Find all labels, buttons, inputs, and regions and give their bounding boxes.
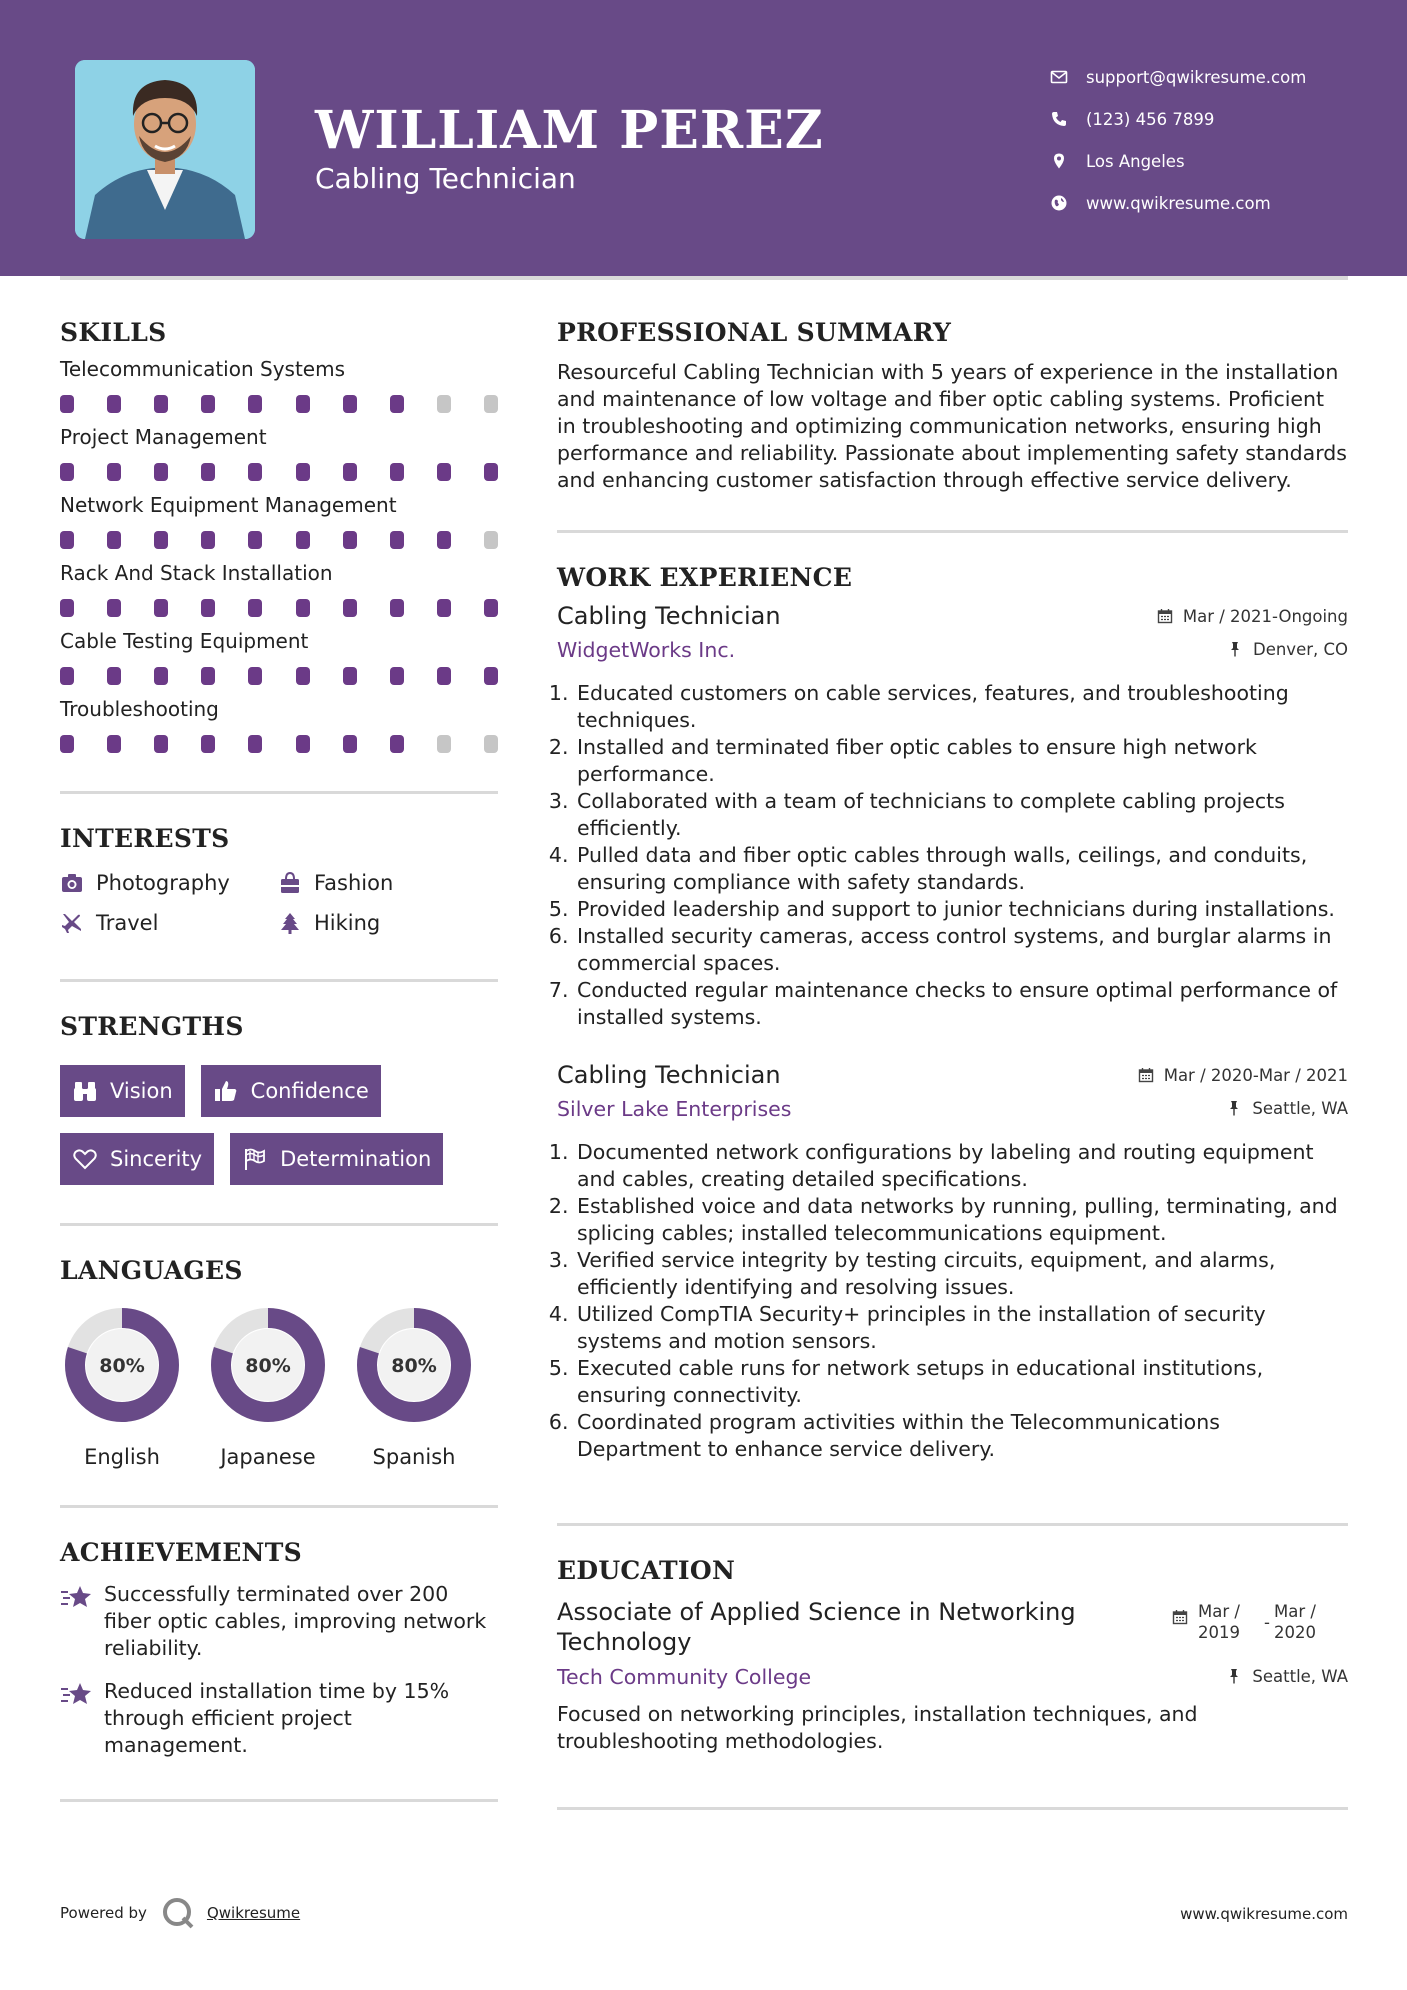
company-name: WidgetWorks Inc. — [557, 638, 736, 662]
summary-text: Resourceful Cabling Technician with 5 years of experience in the installation and maintenance of low voltage and fiber optic cabling systems. Proficient in troubleshooting and optimizing communication networks, ensuring high performance and reliability. Passionate about implementing safety standards and enhancing customer satisfaction through effective service delivery. — [557, 360, 1347, 492]
job-dates-text: Mar / 2021-Ongoing — [1182, 606, 1348, 626]
rating-dot-filled — [343, 395, 357, 413]
right-column — [557, 318, 1348, 1810]
languages-section — [60, 1256, 498, 1469]
rating-dot-filled — [248, 395, 262, 413]
skill-rating — [60, 531, 498, 549]
map-pin-icon — [1050, 152, 1068, 170]
rating-dot-filled — [60, 667, 74, 685]
job-dates — [1138, 1066, 1348, 1085]
job-dates — [1157, 607, 1348, 626]
footer-powered-by — [60, 1896, 300, 1930]
resume-header — [0, 0, 1407, 276]
company-name: Silver Lake Enterprises — [557, 1097, 792, 1121]
contact-location-text: Los Angeles — [1086, 151, 1185, 171]
job-location-text: Seattle, WA — [1252, 1098, 1348, 1118]
skill-name: Network Equipment Management — [60, 493, 397, 517]
rating-dot-empty — [484, 735, 498, 753]
education-heading: EDUCATION — [557, 1556, 736, 1585]
language-name: English — [84, 1445, 160, 1469]
rating-dot-filled — [296, 531, 310, 549]
responsibility-item: 1. Educated customers on cable services, features, and troubleshooting techniques. — [575, 680, 1348, 734]
skill-rating — [60, 599, 498, 617]
rating-dot-filled — [154, 463, 168, 481]
rating-dot-filled — [60, 463, 74, 481]
school-name: Tech Community College — [557, 1665, 812, 1689]
strength-badge — [201, 1065, 381, 1117]
rating-dot-filled — [343, 531, 357, 549]
skill-item — [60, 561, 498, 617]
skill-name: Troubleshooting — [60, 697, 219, 721]
strengths-heading: STRENGTHS — [60, 1012, 244, 1041]
job-entry — [557, 1061, 1348, 1463]
job-responsibilities — [557, 1139, 1348, 1463]
language-name: Spanish — [372, 1445, 456, 1469]
globe-icon — [1050, 194, 1068, 212]
skills-heading: SKILLS — [60, 318, 167, 347]
language-name: Japanese — [220, 1445, 316, 1469]
interest-label: Travel — [96, 911, 159, 935]
responsibility-item: 1. Documented network configurations by labeling and routing equipment and cables, creating detailed specifications. — [575, 1139, 1348, 1193]
rating-dot-filled — [390, 667, 404, 685]
job-dates-text: Mar / 2020-Mar / 2021 — [1163, 1065, 1348, 1085]
contact-email[interactable] — [1050, 56, 1380, 98]
education-location — [1226, 1667, 1348, 1686]
rating-dot-filled — [154, 531, 168, 549]
rating-dot-filled — [107, 599, 121, 617]
rating-dot-filled — [107, 463, 121, 481]
left-column — [60, 318, 498, 1802]
rating-dot-filled — [390, 395, 404, 413]
interest-label: Fashion — [314, 871, 394, 895]
rating-dot-filled — [296, 463, 310, 481]
candidate-name: WILLIAM PEREZ — [315, 100, 824, 161]
calendar-icon — [1172, 1609, 1188, 1625]
rating-dot-filled — [154, 599, 168, 617]
achievement-item — [60, 1581, 498, 1662]
education-section — [557, 1556, 1348, 1755]
interest-item — [60, 871, 278, 895]
responsibility-item: 2. Installed and terminated fiber optic cables to ensure high network performance. — [575, 734, 1348, 788]
skill-item — [60, 697, 498, 753]
responsibility-item: 3. Collaborated with a team of technicians to complete cabling projects efficiently. — [575, 788, 1348, 842]
skill-name: Project Management — [60, 425, 267, 449]
job-subheader — [557, 638, 1348, 662]
rating-dot-filled — [484, 667, 498, 685]
strength-label: Determination — [280, 1147, 432, 1171]
job-subheader — [557, 1097, 1348, 1121]
contact-phone-text: (123) 456 7899 — [1086, 109, 1215, 129]
rating-dot-filled — [343, 667, 357, 685]
rating-dot-filled — [201, 395, 215, 413]
flag-icon — [242, 1146, 268, 1172]
section-divider — [60, 1505, 498, 1508]
interests-heading: INTERESTS — [60, 824, 230, 853]
education-start-date: Mar / 2019 — [1198, 1602, 1241, 1642]
rating-dot-filled — [107, 667, 121, 685]
language-percent: 80% — [391, 1355, 437, 1377]
plane-icon — [60, 911, 84, 935]
education-description: Focused on networking principles, installation techniques, and troubleshooting methodologies. — [557, 1702, 1198, 1753]
language-percent: 80% — [245, 1355, 291, 1377]
skill-rating — [60, 463, 498, 481]
section-divider — [60, 979, 498, 982]
job-location — [1227, 640, 1348, 659]
job-entry — [557, 602, 1348, 1031]
rating-dot-filled — [201, 667, 215, 685]
rating-dot-filled — [390, 735, 404, 753]
rating-dot-filled — [60, 599, 74, 617]
achievement-text: Reduced installation time by 15% through efficient project management. — [104, 1679, 450, 1757]
shopping-bag-icon — [278, 871, 302, 895]
envelope-icon — [1050, 68, 1068, 86]
education-location-text: Seattle, WA — [1252, 1666, 1348, 1686]
education-end-date: Mar / 2020 — [1274, 1602, 1316, 1642]
rating-dot-empty — [484, 395, 498, 413]
education-date-separator: - — [1264, 1613, 1270, 1632]
rating-dot-filled — [201, 599, 215, 617]
achievements-heading: ACHIEVEMENTS — [60, 1538, 302, 1567]
responsibility-item: 4. Pulled data and fiber optic cables through walls, ceilings, and conduits, ensuring compliance with safety standards. — [575, 842, 1348, 896]
contact-website[interactable] — [1050, 182, 1380, 224]
language-percent: 80% — [99, 1355, 145, 1377]
contact-website-text: www.qwikresume.com — [1086, 193, 1271, 213]
camera-icon — [60, 871, 84, 895]
candidate-title: Cabling Technician — [315, 162, 576, 195]
education-subheader — [557, 1665, 1348, 1689]
rating-dot-filled — [484, 599, 498, 617]
responsibility-item: 3. Verified service integrity by testing circuits, equipment, and alarms, efficiently identifying and resolving issues. — [575, 1247, 1348, 1301]
language-item — [60, 1303, 184, 1469]
rating-dot-filled — [107, 395, 121, 413]
interest-item — [278, 871, 498, 895]
responsibility-item: 4. Utilized CompTIA Security+ principles in the installation of security systems and motion sensors. — [575, 1301, 1348, 1355]
rating-dot-filled — [437, 463, 451, 481]
calendar-icon — [1157, 608, 1173, 624]
pushpin-icon — [1227, 641, 1243, 657]
education-header — [557, 1597, 1348, 1657]
interests-list — [60, 871, 498, 935]
section-divider — [60, 1223, 498, 1226]
rating-dot-filled — [60, 395, 74, 413]
qwikresume-logo-icon — [161, 1896, 195, 1930]
rating-dot-filled — [296, 395, 310, 413]
rating-dot-filled — [437, 667, 451, 685]
contact-email-text: support@qwikresume.com — [1086, 67, 1307, 87]
responsibility-item: 2. Established voice and data networks by running, pulling, terminating, and splicing cables; installed telecommunications equipment. — [575, 1193, 1348, 1247]
rating-dot-filled — [201, 463, 215, 481]
brand-link[interactable]: Qwikresume — [206, 1904, 301, 1922]
calendar-icon — [1138, 1067, 1154, 1083]
job-location-text: Denver, CO — [1252, 639, 1348, 659]
skill-rating — [60, 667, 498, 685]
rating-dot-filled — [437, 599, 451, 617]
skill-item — [60, 493, 498, 549]
rating-dot-filled — [107, 531, 121, 549]
responsibility-item: 7. Conducted regular maintenance checks to ensure optimal performance of installed systems. — [575, 977, 1348, 1031]
section-divider — [557, 1807, 1348, 1810]
responsibility-item: 5. Executed cable runs for network setups in educational institutions, ensuring connectivity. — [575, 1355, 1348, 1409]
contact-location — [1050, 140, 1380, 182]
skill-name: Rack And Stack Installation — [60, 561, 333, 585]
skill-item — [60, 425, 498, 481]
rating-dot-filled — [201, 531, 215, 549]
rating-dot-filled — [248, 531, 262, 549]
rating-dot-empty — [484, 531, 498, 549]
job-header — [557, 602, 1348, 630]
rating-dot-filled — [437, 531, 451, 549]
rating-dot-filled — [343, 463, 357, 481]
skill-rating — [60, 395, 498, 413]
contact-phone[interactable] — [1050, 98, 1380, 140]
language-item — [206, 1303, 330, 1469]
skill-rating — [60, 735, 498, 753]
job-title: Cabling Technician — [557, 1061, 781, 1089]
rating-dot-filled — [390, 531, 404, 549]
skills-list — [60, 357, 498, 753]
pushpin-icon — [1226, 1100, 1242, 1116]
rating-dot-filled — [296, 667, 310, 685]
rating-dot-filled — [484, 463, 498, 481]
strength-label: Vision — [110, 1079, 173, 1103]
contact-list — [1050, 56, 1380, 224]
footer-website[interactable]: www.qwikresume.com — [1180, 1905, 1348, 1923]
tree-icon — [278, 911, 302, 935]
strengths-list — [60, 1065, 498, 1185]
skill-name: Telecommunication Systems — [60, 357, 346, 381]
languages-heading: LANGUAGES — [60, 1256, 243, 1285]
rating-dot-filled — [107, 735, 121, 753]
star-award-icon — [60, 1680, 94, 1710]
rating-dot-filled — [248, 463, 262, 481]
interest-item — [60, 911, 278, 935]
binoculars-icon — [72, 1078, 98, 1104]
job-location — [1226, 1099, 1348, 1118]
section-divider — [60, 1799, 498, 1802]
pushpin-icon — [1226, 1668, 1242, 1684]
rating-dot-empty — [437, 395, 451, 413]
strength-badge — [60, 1065, 185, 1117]
summary-section — [557, 318, 1348, 494]
strength-label: Sincerity — [110, 1147, 203, 1171]
summary-heading: PROFESSIONAL SUMMARY — [557, 318, 952, 347]
profile-photo — [75, 60, 255, 239]
skill-name: Cable Testing Equipment — [60, 629, 309, 653]
rating-dot-filled — [296, 599, 310, 617]
skills-section — [60, 318, 498, 753]
language-progress-ring — [206, 1303, 330, 1427]
achievement-item — [60, 1678, 498, 1759]
skill-item — [60, 629, 498, 685]
interests-section — [60, 824, 498, 935]
rating-dot-filled — [154, 395, 168, 413]
phone-icon — [1050, 110, 1068, 128]
rating-dot-filled — [154, 735, 168, 753]
rating-dot-filled — [248, 735, 262, 753]
rating-dot-filled — [60, 531, 74, 549]
rating-dot-filled — [390, 463, 404, 481]
section-divider — [60, 791, 498, 794]
job-responsibilities — [557, 680, 1348, 1031]
rating-dot-filled — [60, 735, 74, 753]
responsibility-item: 6. Installed security cameras, access control systems, and burglar alarms in commercial spaces. — [575, 923, 1348, 977]
star-award-icon — [60, 1583, 94, 1613]
job-header — [557, 1061, 1348, 1089]
thumbs-up-icon — [213, 1078, 239, 1104]
strength-label: Confidence — [250, 1079, 369, 1103]
achievements-section — [60, 1538, 498, 1759]
powered-by-text: Powered by — [60, 1904, 147, 1922]
rating-dot-filled — [248, 599, 262, 617]
degree-name: Associate of Applied Science in Networking Technology — [557, 1598, 1076, 1656]
rating-dot-filled — [248, 667, 262, 685]
rating-dot-filled — [154, 667, 168, 685]
heart-icon — [72, 1146, 98, 1172]
rating-dot-filled — [390, 599, 404, 617]
language-progress-ring — [352, 1303, 476, 1427]
rating-dot-filled — [201, 735, 215, 753]
language-progress-ring — [60, 1303, 184, 1427]
section-divider — [557, 530, 1348, 533]
section-divider — [557, 1523, 1348, 1526]
rating-dot-filled — [343, 735, 357, 753]
responsibility-item: 5. Provided leadership and support to junior technicians during installations. — [575, 896, 1348, 923]
job-title: Cabling Technician — [557, 602, 781, 630]
strengths-section — [60, 1012, 498, 1185]
interest-label: Hiking — [314, 911, 381, 935]
rating-dot-filled — [343, 599, 357, 617]
responsibility-item: 6. Coordinated program activities within the Telecommunications Department to enhance service delivery. — [575, 1409, 1348, 1463]
skill-item — [60, 357, 498, 413]
interest-item — [278, 911, 498, 935]
language-item — [352, 1303, 476, 1469]
education-dates — [1172, 1601, 1318, 1657]
header-divider — [60, 276, 1348, 280]
rating-dot-empty — [437, 735, 451, 753]
languages-list — [60, 1303, 498, 1469]
strength-badge — [60, 1133, 214, 1185]
achievement-text: Successfully terminated over 200 fiber optic cables, improving network reliability. — [104, 1582, 487, 1660]
experience-heading: WORK EXPERIENCE — [557, 563, 853, 592]
rating-dot-filled — [296, 735, 310, 753]
experience-section — [557, 563, 1348, 1463]
strength-badge — [230, 1133, 443, 1185]
interest-label: Photography — [96, 871, 230, 895]
